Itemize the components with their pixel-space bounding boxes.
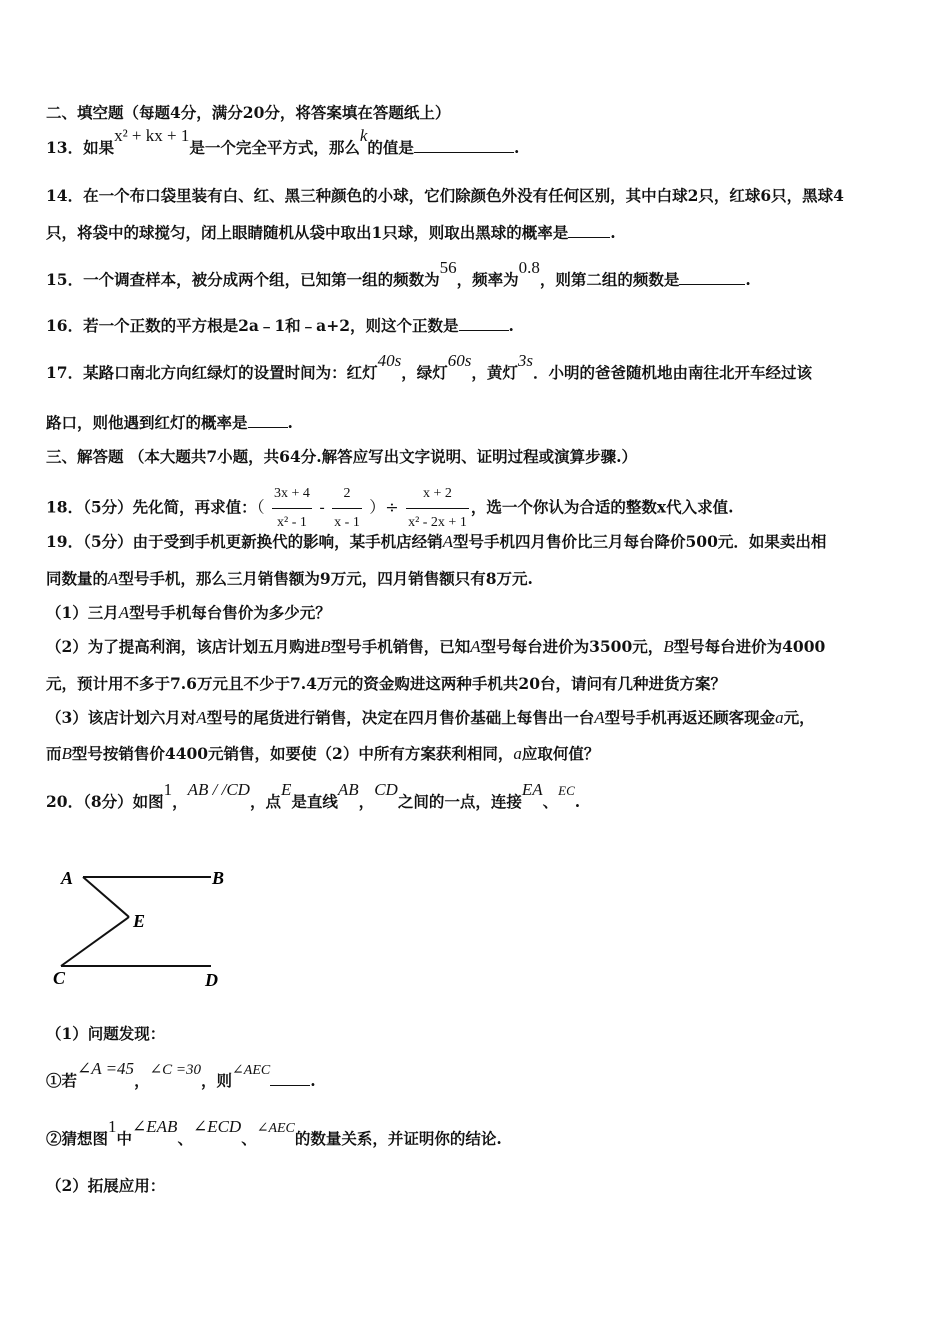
q17-text-line2: 路口，则他遇到红灯的概率是 xyxy=(46,413,248,432)
q17-text-d: ．小明的爸爸随机地由南往北开车经过该 xyxy=(532,363,812,382)
q20-text: ，点 xyxy=(249,792,281,811)
q20-text: . xyxy=(574,792,581,811)
label-a: A xyxy=(61,868,74,888)
q13-expression: x² + kx + 1 xyxy=(114,126,190,145)
part1-text: ②猜想图 xyxy=(46,1129,109,1148)
q18-f2-numerator: 2 xyxy=(343,486,351,501)
q18-f2-denominator: x - 1 xyxy=(332,508,362,537)
part1-text: 的数量关系，并证明你的结论. xyxy=(294,1129,502,1148)
q19-text: 型号手机四月售价比三月每台降价500元．如果卖出相 xyxy=(453,532,827,551)
q15-text-c: ，则第二组的频数是 xyxy=(539,270,680,289)
q18-f3-denominator: x² - 2x + 1 xyxy=(406,508,469,537)
q17-text-a: 17．某路口南北方向红绿灯的设置时间为：红灯 xyxy=(46,363,378,382)
part-1-title: （1）问题发现： xyxy=(46,1024,166,1043)
question-19-part-3-line-2 xyxy=(46,744,599,764)
angle-ecd: ∠ECD xyxy=(192,1117,242,1136)
q15-text-b: ，频率为 xyxy=(456,270,519,289)
q20-segment-ec: EC xyxy=(558,783,575,798)
q20-line-cd: CD xyxy=(374,780,398,799)
q19-text: 型号手机，那么三月销售额为9万元，四月销售额只有8万元. xyxy=(118,569,533,588)
q18-fraction-2 xyxy=(332,480,362,537)
q19-model-a: A xyxy=(470,637,481,656)
q19-text: 型号手机销售，已知 xyxy=(330,637,471,656)
q13-variable: k xyxy=(359,126,368,145)
q17-red-time: 40s xyxy=(377,351,402,370)
section-2-heading: 二、填空题（每题4分，满分20分，将答案填在答题纸上） xyxy=(46,103,451,122)
q17-end: . xyxy=(287,413,293,432)
answer-blank[interactable] xyxy=(414,138,514,153)
q15-rate: 0.8 xyxy=(518,258,540,277)
figure-1 xyxy=(45,860,245,990)
q19-variable-a: a xyxy=(775,708,784,727)
q14-end: . xyxy=(610,223,616,242)
question-14-line-1: 14．在一个布口袋里装有白、红、黑三种颜色的小球，它们除颜色外没有任何区别，其中白球2只，红球6只，黑球4 xyxy=(46,186,844,205)
part-1-question-2 xyxy=(46,1117,502,1151)
q20-segment-ea: EA xyxy=(521,780,543,799)
q19-text: 型号按销售价4400元销售，如要使（2）中所有方案获利相同， xyxy=(71,744,514,763)
angle-a: ∠A =45 xyxy=(77,1059,135,1078)
label-d: D xyxy=(205,970,218,990)
q19-model-a: A xyxy=(196,708,207,727)
answer-blank[interactable] xyxy=(679,270,745,285)
q20-point-e: E xyxy=(280,780,292,799)
part1-text: ①若 xyxy=(46,1071,78,1090)
question-13 xyxy=(46,126,520,158)
q19-model-b: B xyxy=(61,744,72,763)
question-20 xyxy=(46,780,581,813)
answer-blank[interactable] xyxy=(459,316,509,331)
q18-f3-numerator: x + 2 xyxy=(422,486,452,501)
q18-f1-denominator: x² - 1 xyxy=(272,508,312,537)
q13-number: 13．如果 xyxy=(46,138,115,157)
q19-variable-a: a xyxy=(513,744,522,763)
part-2-title: （2）拓展应用： xyxy=(46,1176,166,1195)
q17-text-b: ，绿灯 xyxy=(401,363,448,382)
part1-text: . xyxy=(310,1071,316,1090)
q18-fraction-3 xyxy=(406,480,469,537)
angle-c: ∠C =30 xyxy=(149,1062,202,1078)
question-15 xyxy=(46,258,751,290)
q17-yellow-time: 3s xyxy=(517,351,533,370)
label-c: C xyxy=(53,968,66,988)
part1-text: 、 xyxy=(177,1129,193,1148)
q20-text: 之间的一点，连接 xyxy=(397,792,522,811)
q19-text: 型号手机每台售价为多少元？ xyxy=(129,603,331,622)
section-3-heading: 三、解答题 （本大题共7小题，共64分.解答应写出文字说明、证明过程或演算步骤.） xyxy=(46,447,638,466)
q13-text: 是一个完全平方式，那么 xyxy=(189,138,360,157)
q19-text: 元， xyxy=(783,708,815,727)
q19-text: 而 xyxy=(46,744,62,763)
question-17-line-2 xyxy=(46,413,293,433)
q19-model-b: B xyxy=(663,637,674,656)
question-14-line-2 xyxy=(46,223,616,243)
q19-text: 型号的尾货进行销售，决定在四月售价基础上每售出一台 xyxy=(206,708,595,727)
q19-text: （1）三月 xyxy=(46,603,119,622)
segment-ae xyxy=(83,877,129,917)
q16-end: . xyxy=(508,316,514,335)
question-18 xyxy=(46,480,733,537)
angle-aec: ∠AEC xyxy=(232,1063,271,1078)
question-19-part-1 xyxy=(46,603,331,623)
part1-text: ，则 xyxy=(201,1071,233,1090)
question-19-line-1 xyxy=(46,532,826,552)
angle-aec: ∠AEC xyxy=(256,1121,295,1136)
q19-model-a: A xyxy=(442,532,453,551)
question-19-line-2 xyxy=(46,569,533,589)
angle-eab: ∠EAB xyxy=(132,1117,178,1136)
q19-text: 型号每台进价为4000 xyxy=(673,637,826,656)
q20-text: 、 xyxy=(542,792,559,811)
q18-f1-numerator: 3x + 4 xyxy=(274,486,310,501)
question-19-part-3-line-1 xyxy=(46,708,815,728)
question-16 xyxy=(46,316,514,336)
question-17-line-1 xyxy=(46,351,812,383)
segment-ec xyxy=(61,917,129,966)
q18-text-b: ，选一个你认为合适的整数x代入求值. xyxy=(470,497,734,517)
question-19-part-2-line-2: 元，预计用不多于7.6万元且不少于7.4万元的资金购进这两种手机共20台，请问有几种进货方案？ xyxy=(46,674,727,693)
q18-left-paren: （ xyxy=(256,497,265,517)
q16-text: 16．若一个正数的平方根是2a﹣1和﹣a+2，则这个正数是 xyxy=(46,316,459,335)
q19-text: 19．（5分）由于受到手机更新换代的影响，某手机店经销 xyxy=(46,532,443,551)
q15-end: . xyxy=(745,270,751,289)
q18-text-a: 18．（5分）先化简，再求值： xyxy=(46,497,257,517)
figure-ref: 1 xyxy=(108,1117,117,1136)
q13-end: . xyxy=(513,138,520,157)
q13-tail: 的值是 xyxy=(367,138,414,157)
part1-text: ， xyxy=(134,1071,150,1090)
q20-text: ， xyxy=(358,792,375,811)
q19-model-a: A xyxy=(594,708,605,727)
q20-line-ab: AB xyxy=(337,780,359,799)
answer-blank[interactable] xyxy=(248,413,288,428)
label-e: E xyxy=(133,911,146,931)
part1-text: 中 xyxy=(116,1129,133,1148)
q20-text: 是直线 xyxy=(291,792,338,811)
q19-text: （3）该店计划六月对 xyxy=(46,708,197,727)
q17-text-c: ，黄灯 xyxy=(471,363,518,382)
q19-text: 型号每台进价为3500元， xyxy=(480,637,664,656)
q19-text: 型号手机再返还顾客现金 xyxy=(604,708,776,727)
question-19-part-2-line-1 xyxy=(46,637,825,657)
q14-text: 只，将袋中的球搅匀，闭上眼睛随机从袋中取出1只球，则取出黑球的概率是 xyxy=(46,223,569,242)
answer-blank[interactable] xyxy=(568,223,610,238)
q17-green-time: 60s xyxy=(447,351,472,370)
q18-fraction-1 xyxy=(272,480,312,537)
q15-frequency: 56 xyxy=(439,258,457,277)
q20-text: ， xyxy=(172,792,188,811)
q19-text: 同数量的 xyxy=(46,569,109,588)
q20-text: 20．（8分）如图 xyxy=(46,792,164,811)
label-b: B xyxy=(212,868,225,888)
q18-minus: - xyxy=(319,497,325,517)
part1-text: 、 xyxy=(241,1129,257,1148)
part-1-question-1 xyxy=(46,1059,316,1093)
answer-blank[interactable] xyxy=(270,1071,310,1086)
q19-model-b: B xyxy=(320,637,331,656)
q19-text: （2）为了提高利润，该店计划五月购进 xyxy=(46,637,321,656)
q19-text: 应取何值？ xyxy=(521,744,600,763)
q15-text-a: 15．一个调查样本，被分成两个组，已知第一组的频数为 xyxy=(46,270,440,289)
q19-model-a: A xyxy=(108,569,119,588)
q20-parallel: AB / /CD xyxy=(187,780,250,799)
q19-model-a: A xyxy=(118,603,130,622)
q20-figure-ref: 1 xyxy=(163,780,173,799)
q18-right-paren-divide: ）÷ xyxy=(369,497,399,517)
